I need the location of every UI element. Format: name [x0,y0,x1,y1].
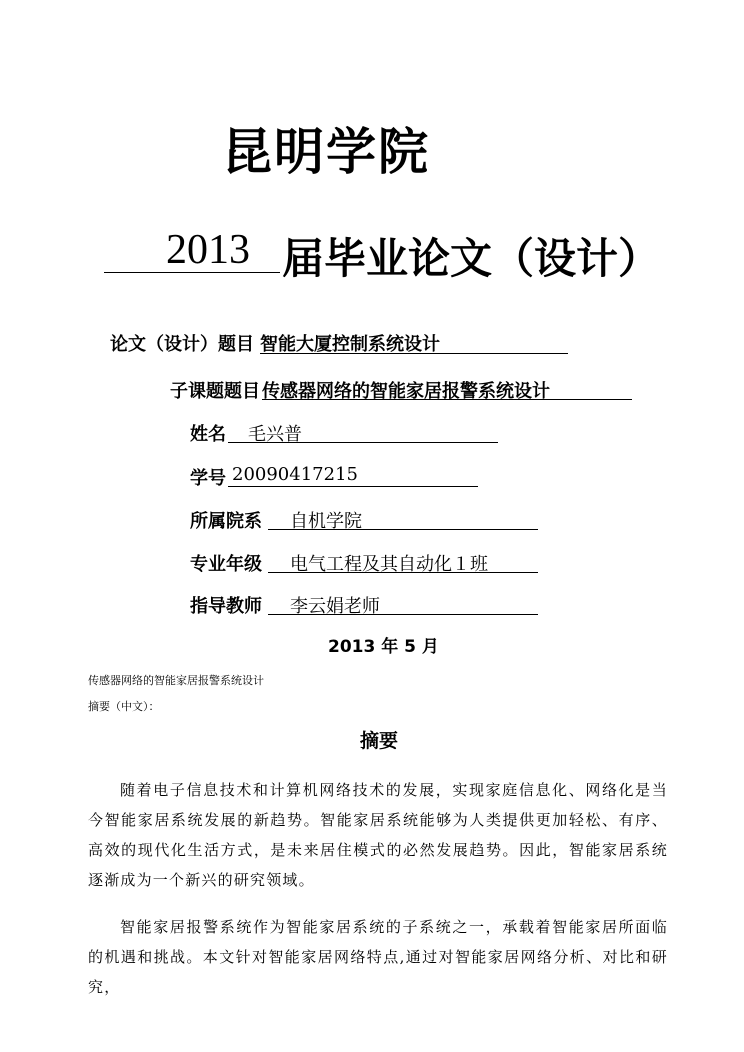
topic-value: 智能大厦控制系统设计 [260,334,440,355]
department-value: 自机学院 [290,511,362,532]
name-label: 姓名 [190,424,226,445]
subtopic-value: 传感器网络的智能家居报警系统设计 [262,381,550,402]
name-value: 毛兴普 [248,424,302,445]
major-label: 专业年级 [190,554,262,575]
date: 2013 年 5 月 [328,637,439,657]
subtopic-underline [262,399,632,400]
department-underline [268,529,538,530]
abstract-heading: 摘要 [360,730,399,752]
student-id-underline [228,486,478,487]
abstract-label: 摘要（中文）： [88,700,160,713]
student-id-label: 学号 [190,468,226,489]
topic-label: 论文（设计）题目 [110,334,254,355]
abstract-paragraph-2: 智能家居报警系统作为智能家居系统的子系统之一，承载着智能家居所面临的机遇和挑战。本文针对智能家居网络特点,通过对智能家居网络分析、对比和研究， [88,918,668,996]
topic-underline [260,353,568,354]
major-underline [268,572,538,573]
department-label: 所属院系 [190,511,262,532]
school-name: 昆明学院 [222,123,430,181]
major-value: 电气工程及其自动化１班 [290,554,488,575]
header-note: 传感器网络的智能家居报警系统设计 [88,674,264,687]
thesis-title: 届毕业论文（设计） [282,234,661,283]
advisor-value: 李云娟老师 [290,596,380,617]
graduation-year: 2013 [166,227,250,273]
name-underline [228,442,498,443]
student-id-value: 20090417215 [232,464,358,485]
abstract-paragraph-1: 随着电子信息技术和计算机网络技术的发展，实现家庭信息化、网络化是当今智能家居系统发展的新趋势。智能家居系统能够为人类提供更加轻松、有序、高效的现代化生活方式，是未来居住模式的必然发展趋势。因此，智能家居系统逐渐成为一个新兴的研究领域。 [88,781,668,889]
advisor-underline [268,614,538,615]
subtopic-label: 子课题题目 [170,381,260,402]
advisor-label: 指导教师 [190,596,262,617]
